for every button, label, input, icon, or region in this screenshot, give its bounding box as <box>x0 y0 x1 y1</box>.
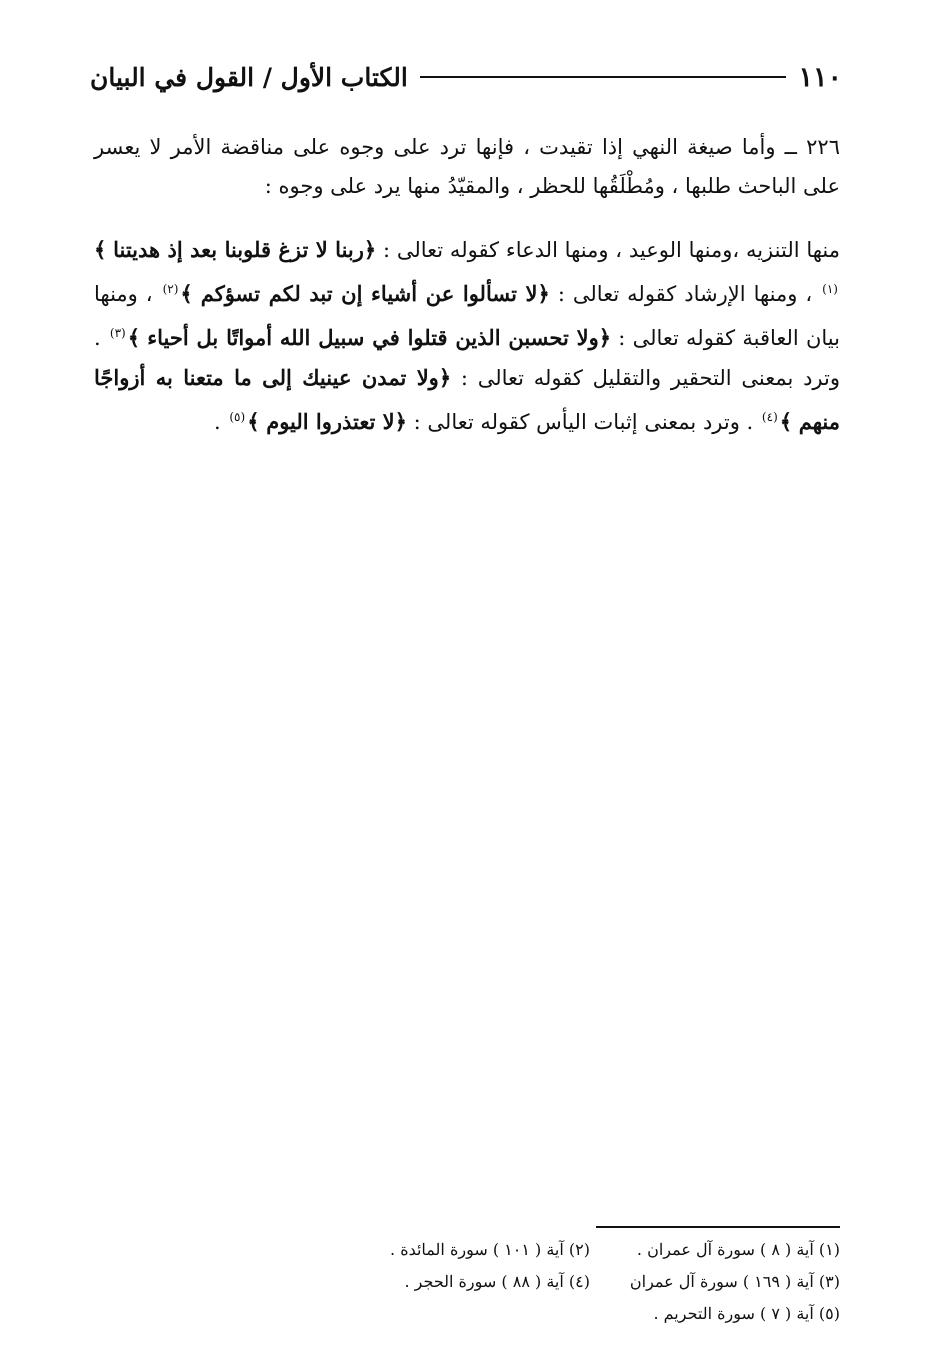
footnote-ref-3: (٣) <box>109 326 126 340</box>
quran-bracket-open: ﴿ <box>363 237 377 262</box>
text-segment: منها التنزيه ،ومنها الوعيد ، ومنها الدعاء كقوله تعالى : <box>383 238 840 262</box>
quran-bracket-close: ﴾ <box>127 325 141 350</box>
footnote-1: (١) آية ( ٨ ) سورة آل عمران . <box>636 1240 840 1259</box>
page-header <box>90 55 842 99</box>
quran-verse-2: لا تسألوا عن أشياء إن تبد لكم تسؤكم <box>200 281 538 306</box>
quran-bracket-close: ﴾ <box>779 409 793 434</box>
footnote-row <box>330 1298 840 1330</box>
footnote-row <box>330 1234 840 1266</box>
quran-verse-5: لا تعتذروا اليوم <box>266 409 395 434</box>
text-segment: . <box>213 410 221 434</box>
footnote-row <box>330 1266 840 1298</box>
footnote-5: (٥) آية ( ٧ ) سورة التحريم . <box>653 1304 840 1323</box>
text-segment: ، ومنها الإرشاد كقوله تعالى : <box>557 282 813 306</box>
footnotes <box>330 1234 840 1330</box>
footnote-separator <box>596 1226 840 1228</box>
footnote-ref-4: (٤) <box>761 410 778 424</box>
quran-bracket-close: ﴾ <box>247 409 260 434</box>
text-segment: ، ومنها بيان العاقبة كقوله تعالى : <box>94 282 840 350</box>
footnote-ref-2: (٢) <box>162 282 179 296</box>
paragraph-examples <box>94 230 840 442</box>
footnote-ref-5: (٥) <box>229 410 246 424</box>
quran-verse-1: ربنا لا تزغ قلوبنا بعد إذ هديتنا <box>113 237 364 262</box>
quran-bracket-open: ﴿ <box>394 409 407 434</box>
running-title: الكتاب الأول / القول في البيان <box>90 62 408 92</box>
footnote-2: (٢) آية ( ١٠١ ) سورة المائدة . <box>390 1240 590 1259</box>
quran-bracket-open: ﴿ <box>438 365 452 390</box>
paragraph-226: ٢٢٦ ــ وأما صيغة النهي إذا تقيدت ، فإنها ترد على وجوه على مناقضة الأمر لا يعسر على الباحث طلبها ، ومُطْلَقُها للحظر ، والمقيّدُ منها يرد على وجوه : <box>94 135 840 198</box>
quran-bracket-open: ﴿ <box>598 325 612 350</box>
quran-verse-3: ولا تحسبن الذين قتلوا في سبيل الله أمواتًا بل أحياء <box>147 325 599 350</box>
quran-bracket-close: ﴾ <box>94 237 107 262</box>
quran-bracket-open: ﴿ <box>537 281 550 306</box>
quran-bracket-close: ﴾ <box>180 281 193 306</box>
page-number: ١١٠ <box>798 61 842 93</box>
footnote-4: (٤) آية ( ٨٨ ) سورة الحجر . <box>404 1272 590 1291</box>
footnote-ref-1: (١) <box>822 282 838 296</box>
quran-verse-4: ولا تمدن عينيك إلى ما متعنا به أزواجًا منهم <box>94 365 840 434</box>
text-segment: . وترد بمعنى إثبات اليأس كقوله تعالى : <box>413 410 754 434</box>
footnote-3: (٣) آية ( ١٦٩ ) سورة آل عمران <box>629 1272 840 1291</box>
text-segment: . وترد بمعنى التحقير والتقليل كقوله تعالى : <box>94 326 840 390</box>
header-rule <box>420 76 787 78</box>
